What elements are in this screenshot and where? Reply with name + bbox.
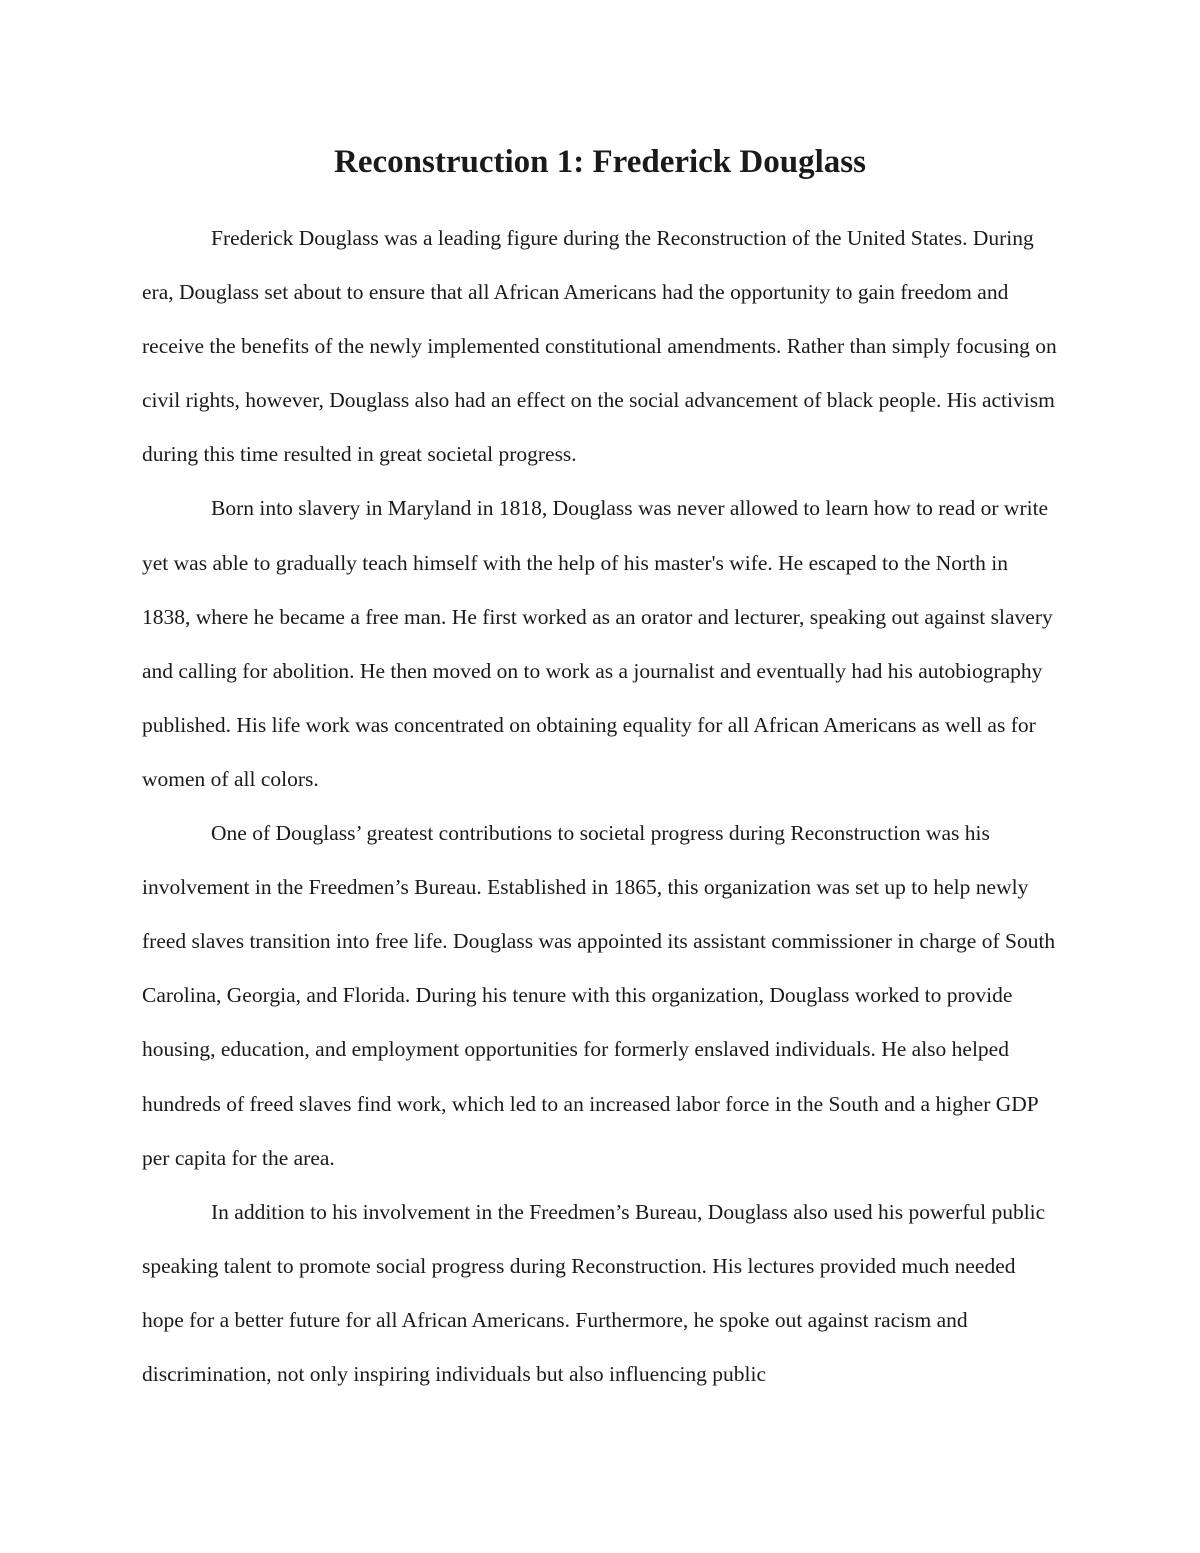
document-body <box>142 211 1058 1401</box>
document-title: Reconstruction 1: Frederick Douglass <box>334 144 866 180</box>
paragraph-2: Born into slavery in Maryland in 1818, Douglass was never allowed to learn how to read or write yet was able to gradually teach himself with the help of his master's wife. He escaped to the North in 1838, where he became a free man. He first worked as an orator and lecturer, speaking out against slavery and calling for abolition. He then moved on to work as a journalist and eventually had his autobiography published. His life work was concentrated on obtaining equality for all African Americans as well as for women of all colors. <box>142 496 1053 791</box>
paragraph-4: In addition to his involvement in the Freedmen’s Bureau, Douglass also used his powerful public speaking talent to promote social progress during Reconstruction. His lectures provided much needed hope for a better future for all African Americans. Furthermore, he spoke out against racism and discrimination, not only inspiring individuals but also influencing public <box>142 1199 1046 1386</box>
paragraph-3: One of Douglass’ greatest contributions to societal progress during Reconstruction was his involvement in the Freedmen’s Bureau. Established in 1865, this organization was set up to help newly freed slaves transition into free life. Douglass was appointed its assistant commissioner in charge of South Carolina, Georgia, and Florida. During his tenure with this organization, Douglass worked to provide housing, education, and employment opportunities for formerly enslaved individuals. He also helped hundreds of freed slaves find work, which led to an increased labor force in the South and a higher GDP per capita for the area. <box>142 821 1056 1170</box>
paragraph-1: Frederick Douglass was a leading figure during the Reconstruction of the United States. During era, Douglass set about to ensure that all African Americans had the opportunity to gain freedom and receive the benefits of the newly implemented constitutional amendments. Rather than simply focusing on civil rights, however, Douglass also had an effect on the social advancement of black people. His activism during this time resulted in great societal progress. <box>142 226 1057 467</box>
